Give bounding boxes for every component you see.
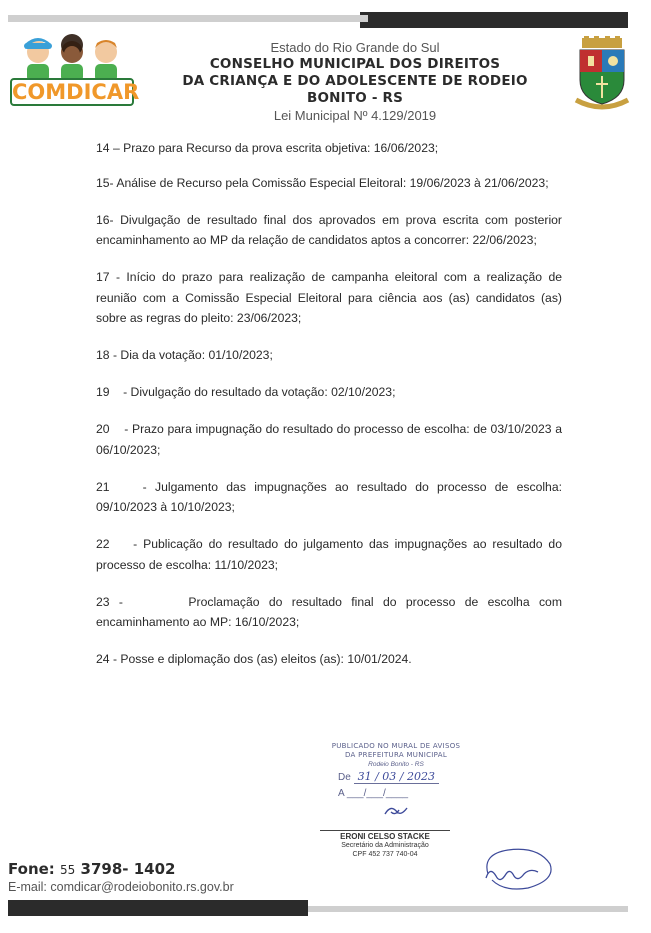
list-item: 15- Análise de Recurso pela Comissão Especial Eleitoral: 19/06/2023 à 21/06/2023; — [96, 175, 549, 190]
list-item: 16- Divulgação de resultado final dos aprovados em prova escrita com posterior encaminhamento ao MP da relação de candidatos aptos a concorrer: 22/06/2023; — [96, 212, 562, 247]
document-header — [150, 40, 560, 124]
logo-text: COMDICAR — [12, 80, 140, 104]
stamp-de-label: De — [338, 772, 351, 783]
council-title-line2: DA CRIANÇA E DO ADOLESCENTE DE RODEIO BONITO - RS — [182, 73, 528, 106]
stamp-line3: Rodeio Bonito - RS — [368, 761, 424, 768]
coat-of-arms-icon — [574, 36, 630, 112]
municipal-law: Lei Municipal Nº 4.129/2019 — [273, 108, 437, 123]
stamp-date-to — [338, 786, 476, 802]
phone-number: 3798- 1402 — [80, 860, 176, 878]
council-title-line1: CONSELHO MUNICIPAL DOS DIREITOS — [209, 56, 501, 72]
stamp-de-value: 31 / 03 / 2023 — [354, 770, 439, 784]
phone-label: Fone: — [8, 860, 55, 878]
list-item: 23 - Proclamação do resultado final do processo de escolha com encaminhamento ao MP: 16/10/2023; — [96, 594, 566, 629]
bottom-bar-light — [308, 906, 628, 912]
list-item: 24 - Posse e diplomação dos (as) eleitos (as): 10/01/2024. — [96, 652, 412, 666]
municipal-crest — [574, 36, 630, 112]
stamp-a-value: ___/___/____ — [346, 788, 409, 799]
stamp-line1: PUBLICADO NO MURAL DE AVISOS — [331, 742, 461, 750]
list-item: 20 - Prazo para impugnação do resultado do processo de escolha: de 03/10/2023 a 06/10/2023; — [96, 422, 566, 457]
children-illustration-icon — [10, 34, 134, 84]
comdicar-logo — [10, 34, 140, 110]
list-item: 22 - Publicação do resultado do julgamento das impugnações ao resultado do processo de escolha: 11/10/2023; — [96, 537, 566, 572]
stamp-date-from — [338, 769, 476, 786]
stamp-initial-scribble-icon — [381, 804, 411, 818]
top-bar-light — [8, 15, 368, 22]
signature-icon — [478, 844, 558, 894]
bottom-bar-dark — [8, 900, 308, 916]
list-item: 21 - Julgamento das impugnações ao resultado do processo de escolha: 09/10/2023 à 10/10/2023; — [96, 479, 566, 514]
footer-contact — [8, 860, 234, 895]
list-item: 14 – Prazo para Recurso da prova escrita objetiva: 16/06/2023; — [96, 141, 439, 155]
list-item: 18 - Dia da votação: 01/10/2023; — [96, 348, 273, 362]
signatory-name: ERONI CELSO STACKE — [320, 830, 450, 841]
list-item: 19 - Divulgação do resultado da votação: 02/10/2023; — [96, 385, 396, 399]
phone-prefix: 55 — [60, 863, 76, 877]
handwritten-signature — [478, 844, 558, 894]
signatory-block — [320, 830, 450, 859]
schedule-list — [96, 138, 566, 686]
signatory-cpf: CPF 452 737 740-04 — [352, 851, 418, 858]
phone-line — [8, 860, 234, 879]
publication-stamp — [316, 742, 476, 821]
state-name: Estado do Rio Grande do Sul — [270, 40, 440, 55]
signatory-role: Secretário da Administração — [341, 842, 429, 849]
email-line[interactable]: E-mail: comdicar@rodeiobonito.rs.gov.br — [8, 880, 234, 894]
stamp-line2: DA PREFEITURA MUNICIPAL — [344, 751, 448, 759]
list-item: 17 - Início do prazo para realização de campanha eleitoral com a realização de reunião com a Comissão Especial Eleitoral para ciência aos (as) candidatos (as) sobre as regras do pleito: 23/06/2023; — [96, 270, 562, 325]
top-bar-dark — [360, 12, 628, 28]
stamp-a-label: A — [338, 788, 345, 799]
